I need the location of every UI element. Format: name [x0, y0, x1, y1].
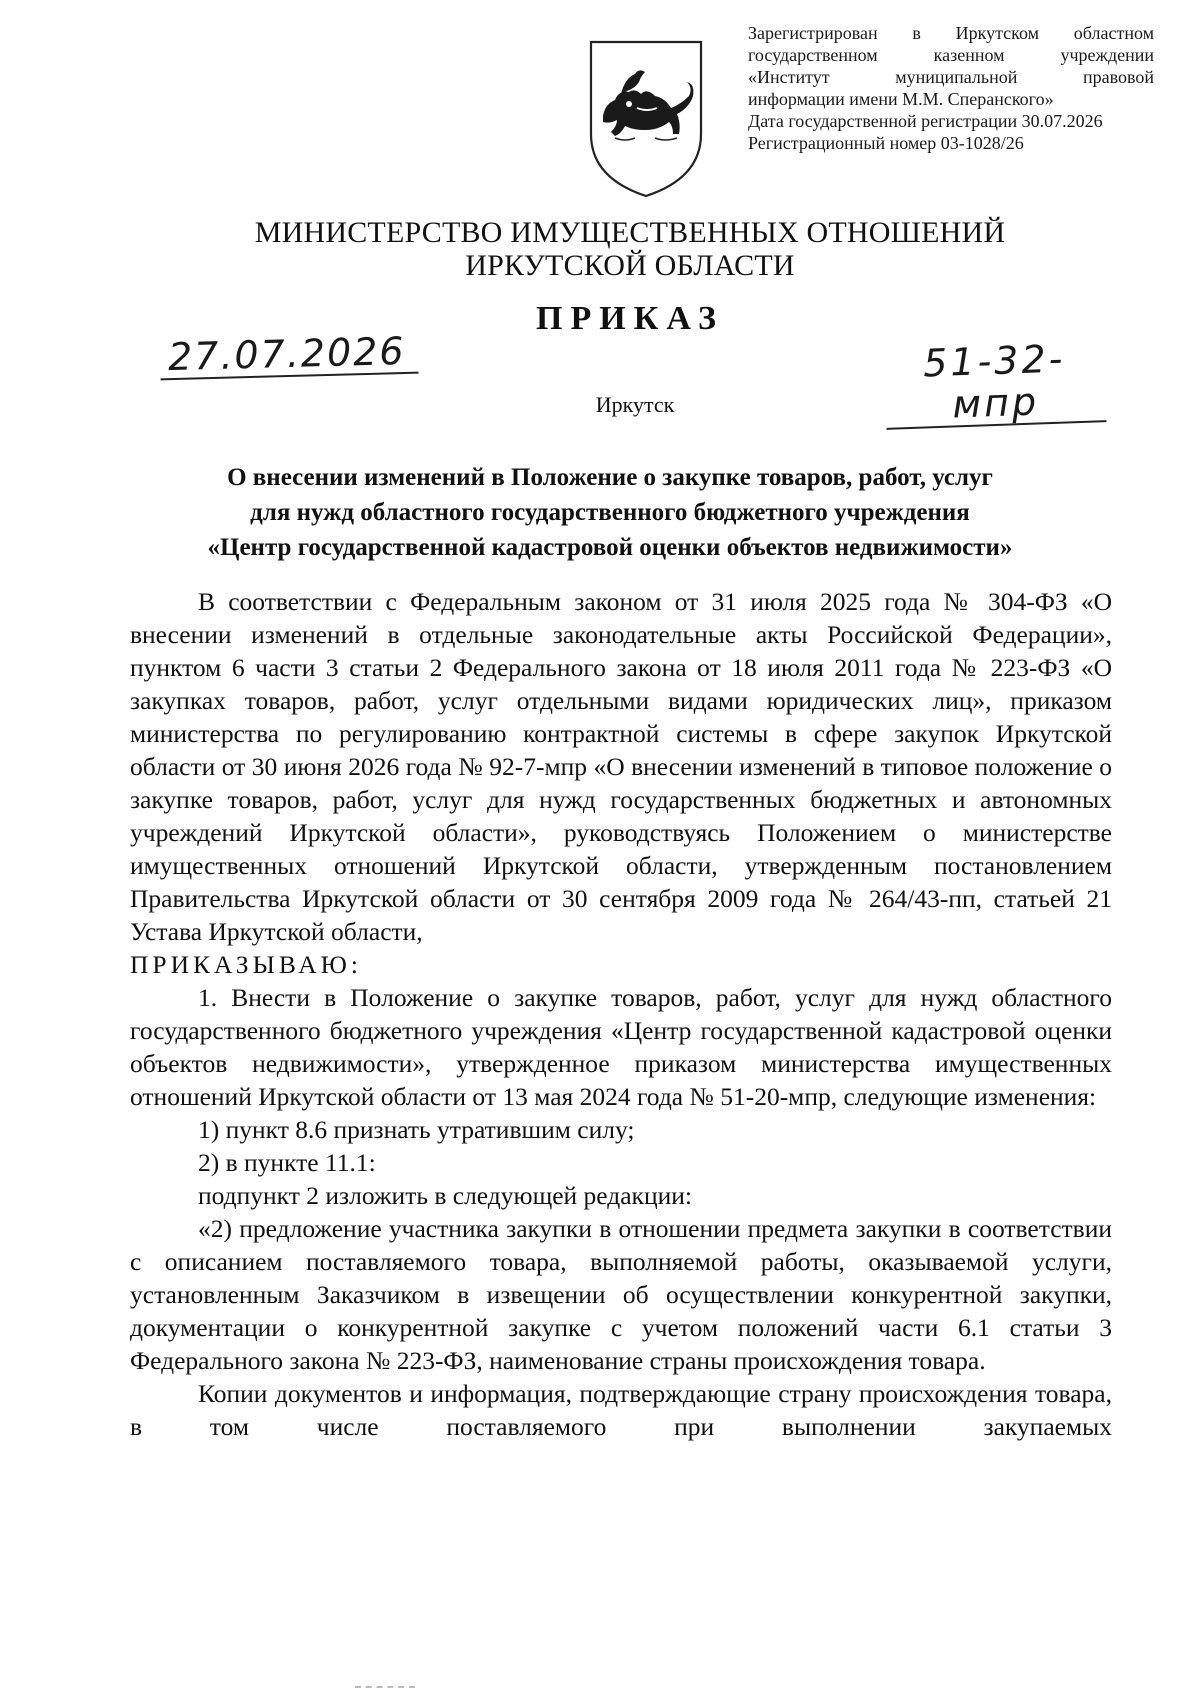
document-body [130, 585, 1112, 1443]
title-line: О внесении изменений в Положение о закупке товаров, работ, услуг [227, 464, 993, 491]
registration-line: Зарегистрирован в Иркутском областном [748, 23, 1154, 43]
city-name: Иркутск [595, 392, 675, 417]
title-line: «Центр государственной кадастровой оценки объектов недвижимости» [207, 534, 1013, 561]
registration-line: государственном казенном учреждении [748, 45, 1154, 65]
registration-date-line: Дата государственной регистрации 30.07.2026 [748, 111, 1103, 131]
handwritten-date: 27.07.2026 [159, 330, 418, 381]
preamble-paragraph: В соответствии с Федеральным законом от 31 июля 2025 года № 304-ФЗ «О внесении изменений в отдельные законодательные акты Российской Федерации», пунктом 6 части 3 статьи 2 Федерального закона от 18 июля 2011 года № 223-ФЗ «О закупках товаров, работ, услуг отдельными видами юридических лиц», приказом министерства по регулированию контрактной системы в сфере закупок Иркутской области от 30 июня 2026 года № 92-7-мпр «О внесении изменений в типовое положение о закупке товаров, работ, услуг для нужд государственных бюджетных и автономных учреждений Иркутской области», руководствуясь Положением о министерстве имущественных отношений Иркутской области, утвержденным постановлением Правительства Иркутской области от 30 сентября 2009 года № 264/43-пп, статьей 21 Устава Иркутской области, [130, 587, 1112, 946]
sub-item-1: 1) пункт 8.6 признать утратившим силу; [198, 1115, 635, 1144]
document-title [130, 460, 1090, 565]
coat-of-arms-emblem [585, 38, 707, 200]
ministry-name: МИНИСТЕРСТВО ИМУЩЕСТВЕННЫХ ОТНОШЕНИЙ [254, 216, 1006, 249]
copies-paragraph: Копии документов и информация, подтверждающие страну происхождения товара, в том числе поставляемого при выполнении закупаемых [130, 1379, 1112, 1441]
registration-stamp [748, 22, 1154, 154]
title-line: для нужд областного государственного бюджетного учреждения [250, 499, 970, 526]
quoted-paragraph: «2) предложение участника закупки в отношении предмета закупки в соответствии с описанием поставляемого товара, выполняемой работы, оказываемой услуги, установленным Заказчиком в извещении об осуществлении конкурентной закупки, документации о конкурентной закупке с учетом положений части 6.1 статьи 3 Федерального закона № 223-ФЗ, наименование страны происхождения товара. [130, 1214, 1112, 1375]
sub-item-3: подпункт 2 изложить в следующей редакции: [198, 1181, 692, 1210]
registration-number-line: Регистрационный номер 03-1028/26 [748, 133, 1024, 153]
registration-line: «Институт муниципальной правовой [748, 67, 1154, 87]
scan-artifact [355, 1686, 415, 1691]
handwritten-order-number: 51-32-мпр [884, 336, 1107, 430]
item-1-paragraph: 1. Внести в Положение о закупке товаров, работ, услуг для нужд областного государственного бюджетного учреждения «Центр государственной кадастровой оценки объектов недвижимости», утвержденное приказом министерства имущественных отношений Иркутской области от 13 мая 2024 года № 51-20-мпр, следующие изменения: [130, 983, 1112, 1111]
ministry-region: ИРКУТСКОЙ ОБЛАСТИ [465, 249, 795, 282]
sub-item-2: 2) в пункте 11.1: [198, 1148, 376, 1177]
registration-line: информации имени М.М. Сперанского» [748, 89, 1054, 109]
order-word: ПРИКАЗЫВАЮ: [130, 950, 362, 979]
document-type: ПРИКАЗ [536, 300, 724, 337]
ministry-heading [230, 216, 1030, 282]
